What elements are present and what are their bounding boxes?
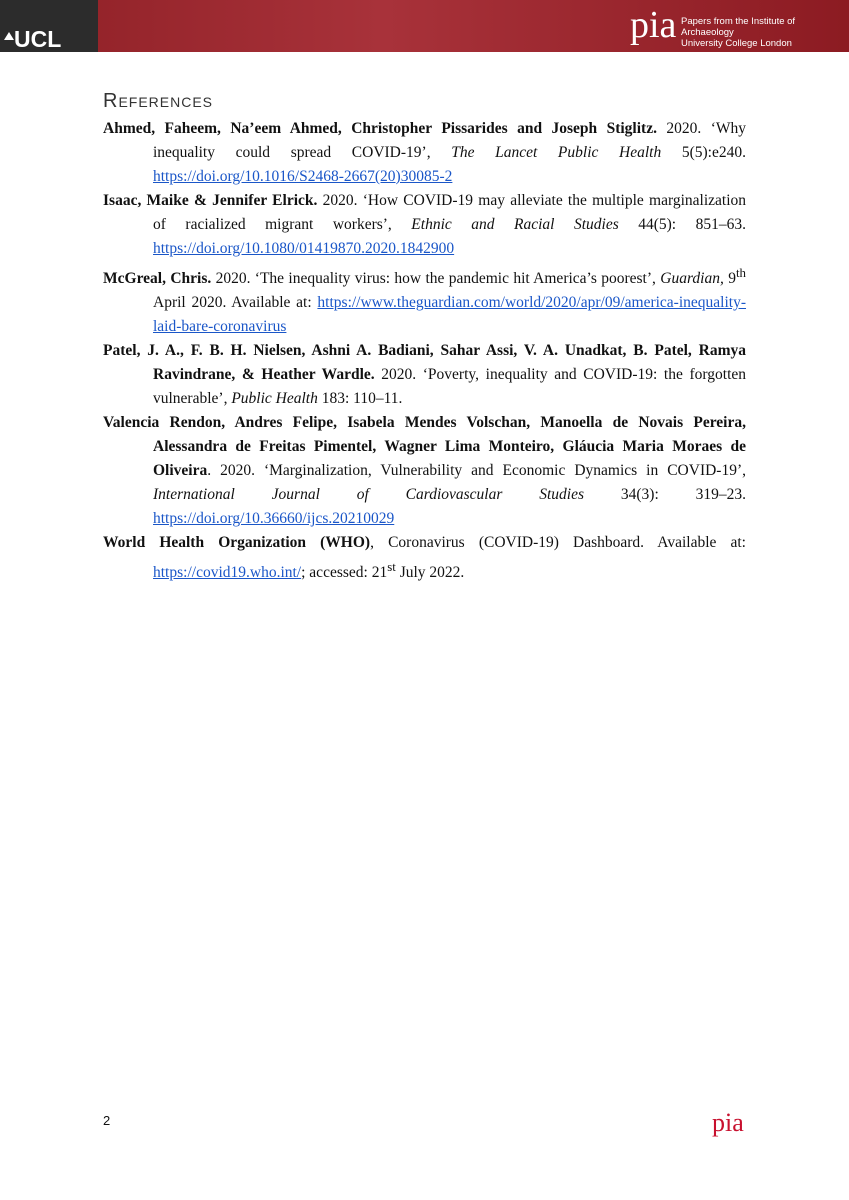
reference-journal: Public Health [231, 390, 318, 408]
reference-authors: Patel, J. A., F. B. H. Nielsen, Ashni A. Badiani, Sahar Assi, V. A. Unadkat, B. Patel, Ramya Ravindrane, & Heather Wardle. [103, 342, 746, 384]
page-number: 2 [103, 1113, 111, 1128]
reference-text: 2020. ‘Poverty, inequality and COVID-19: the forgotten vulnerable’, [153, 366, 747, 408]
reference-journal: International Journal of Cardiovascular Studies [153, 486, 585, 504]
pia-tagline [681, 16, 849, 49]
reference-text: 5(5):e240. [661, 144, 746, 161]
reference-link[interactable]: https://doi.org/10.1016/S2468-2667(20)30085-2 [153, 168, 453, 185]
ucl-triangle-icon [4, 32, 14, 40]
pia-tagline-line1: Papers from the Institute of Archaeology [681, 16, 796, 38]
reference-authors: Valencia Rendon, Andres Felipe, Isabela Mendes Volschan, Manoella de Novais Pereira, Alessandra de Freitas Pimentel, Wagner Lima Monteiro, Gláucia Maria Moraes de Oliveira [103, 414, 746, 480]
reference-text: July 2022. [395, 564, 465, 582]
reference-entry [103, 411, 746, 531]
references-heading: References [103, 90, 214, 112]
ordinal-suffix: st [387, 559, 396, 575]
reference-text: 9 [723, 270, 736, 288]
reference-link[interactable]: https://covid19.who.int/ [153, 564, 302, 582]
reference-entry [103, 531, 746, 585]
reference-text: 2020. ‘Why inequality could spread COVID-19’, [153, 120, 746, 161]
reference-link[interactable]: https://doi.org/10.1080/01419870.2020.1842900 [153, 240, 455, 257]
reference-text: . 2020. ‘Marginalization, Vulnerability and Economic Dynamics in COVID-19’, [207, 462, 746, 480]
reference-text: 2020. ‘How COVID-19 may alleviate the multiple marginalization of racialized migrant workers’, [153, 192, 746, 233]
reference-authors: Ahmed, Faheem, Na’eem Ahmed, Christopher Pissarides and Joseph Stiglitz. [103, 120, 657, 137]
ucl-logo: UCL [14, 26, 62, 52]
reference-link[interactable]: https://doi.org/10.36660/ijcs.20210029 [153, 510, 395, 528]
pia-logo: pia [630, 4, 677, 46]
ucl-logo-block [0, 0, 98, 52]
reference-link[interactable]: https://www.theguardian.com/world/2020/apr/09/america-inequality-laid-bare-coronavirus [153, 294, 746, 336]
reference-journal: The Lancet Public Health [451, 144, 662, 161]
reference-journal: Ethnic and Racial Studies [411, 216, 619, 233]
reference-text: , Coronavirus (COVID-19) Dashboard. Available at: [370, 534, 746, 552]
pia-tagline-line2: University College London [681, 38, 792, 49]
reference-text: 44(5): 851–63. [618, 216, 746, 233]
reference-entry [103, 117, 746, 189]
reference-text: 2020. ‘The inequality virus: how the pandemic hit America’s poorest’, [211, 270, 661, 288]
reference-journal: Guardian, [660, 270, 724, 288]
reference-entry [103, 261, 746, 339]
reference-authors: World Health Organization (WHO) [103, 534, 371, 552]
reference-authors: McGreal, Chris. [103, 270, 212, 288]
reference-entry [103, 339, 746, 411]
reference-text: ; accessed: 21 [301, 564, 388, 582]
ordinal-suffix: th [735, 265, 746, 280]
footer-pia-logo: pia [712, 1108, 744, 1137]
reference-list [103, 117, 746, 585]
reference-text: 34(3): 319–23. [584, 486, 746, 504]
reference-text: April 2020. Available at: [153, 294, 318, 312]
page-header [0, 0, 849, 52]
reference-authors: Isaac, Maike & Jennifer Elrick. [103, 192, 318, 209]
reference-text: 183: 110–11. [317, 390, 403, 408]
reference-entry [103, 189, 746, 261]
